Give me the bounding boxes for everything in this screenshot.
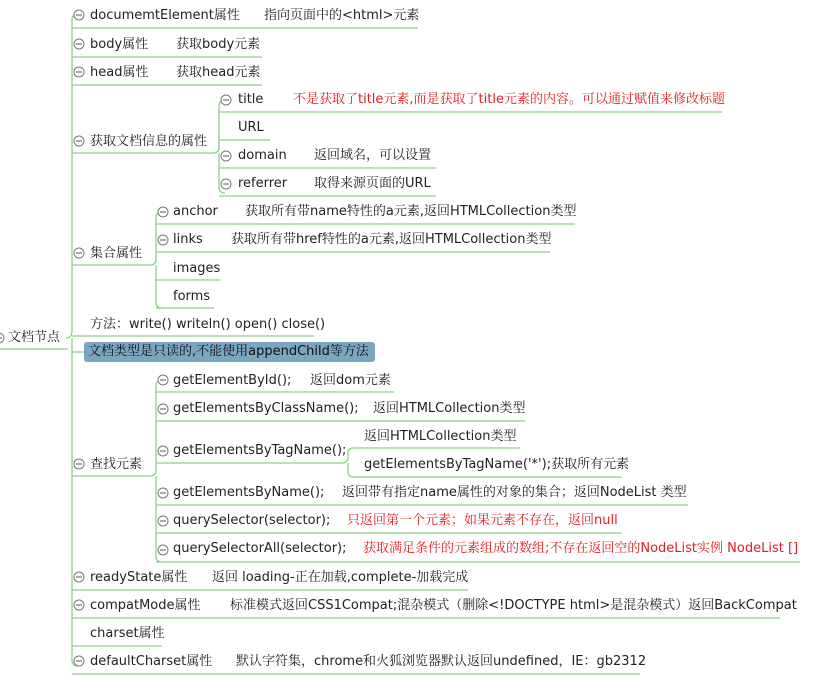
child-anchor[interactable]: anchor — [173, 204, 218, 219]
collapse-icon[interactable] — [73, 66, 85, 78]
child-getElementsByTagName[interactable]: getElementsByTagName(); — [173, 443, 347, 458]
sub-desc: getElementsByTagName('*');获取所有元素 — [364, 457, 630, 472]
child-getElementsByClassName[interactable]: getElementsByClassName(); — [173, 401, 359, 416]
node-name: documemtElement属性 — [90, 8, 240, 23]
child-getElementsByName[interactable]: getElementsByName(); — [173, 485, 325, 500]
collapse-icon[interactable] — [73, 458, 85, 470]
child-desc: 获取满足条件的元素组成的数组;不存在返回空的NodeList实例 NodeList [] — [363, 541, 799, 556]
collapse-icon[interactable] — [73, 9, 85, 21]
node-desc: 获取body元素 — [176, 37, 261, 52]
node-defaultCharset[interactable] — [90, 654, 212, 670]
collapse-icon[interactable] — [157, 544, 169, 556]
collapse-icon[interactable] — [73, 655, 85, 667]
child-desc: 返回dom元素 — [310, 373, 391, 388]
root-label: 文档节点 — [8, 330, 61, 345]
node-name: charset属性 — [90, 626, 165, 641]
node-head[interactable] — [90, 65, 148, 81]
node-name: defaultCharset属性 — [90, 654, 213, 669]
node-methods[interactable]: 方法：write() writeln() open() close() — [90, 317, 326, 332]
child-desc: 返回带有指定name属性的对象的集合；返回NodeList 类型 — [342, 485, 687, 500]
collapse-icon[interactable] — [157, 445, 169, 457]
collapse-icon[interactable] — [157, 403, 169, 415]
child-images[interactable]: images — [173, 261, 221, 276]
child-domain[interactable]: domain — [238, 148, 287, 163]
collapse-icon[interactable] — [157, 206, 169, 218]
node-readonly-highlight[interactable]: 文档类型是只读的,不能使用appendChild等方法 — [84, 342, 375, 362]
child-desc: 获取所有带href特性的a元素,返回HTMLCollection类型 — [231, 232, 552, 247]
child-desc: 取得来源页面的URL — [314, 176, 431, 191]
node-desc: 返回 loading-正在加载,complete-加载完成 — [212, 570, 469, 585]
collapse-icon[interactable] — [73, 599, 85, 611]
collapse-icon[interactable] — [220, 94, 232, 106]
collapse-icon[interactable] — [220, 150, 232, 162]
child-links[interactable]: links — [173, 232, 203, 247]
child-desc: 只返回第一个元素；如果元素不存在，返回null — [347, 513, 618, 528]
collapse-icon[interactable] — [73, 135, 85, 147]
node-name: 获取文档信息的属性 — [90, 134, 208, 149]
child-forms[interactable]: forms — [173, 289, 211, 304]
node-name: head属性 — [90, 65, 149, 80]
node-name: 集合属性 — [90, 246, 143, 261]
child-desc: 返回域名，可以设置 — [314, 148, 432, 163]
child-url[interactable]: URL — [238, 120, 264, 135]
node-compatMode[interactable] — [90, 598, 201, 614]
node-desc: 标准模式返回CSS1Compat;混杂模式（删除<!DOCTYPE html>是混杂模式）返回BackCompat — [230, 598, 797, 613]
node-name: body属性 — [90, 37, 149, 52]
node-name: readyState属性 — [90, 570, 188, 585]
node-find[interactable] — [90, 457, 142, 473]
child-desc: 获取所有带name特性的a元素,返回HTMLCollection类型 — [245, 204, 577, 219]
child-title[interactable]: title — [238, 92, 264, 107]
node-name: compatMode属性 — [90, 598, 201, 613]
collapse-icon[interactable] — [73, 38, 85, 50]
sub-desc: 返回HTMLCollection类型 — [364, 429, 517, 444]
node-collections[interactable] — [90, 246, 142, 262]
child-getElementById[interactable]: getElementById(); — [173, 373, 292, 388]
child-querySelectorAll[interactable]: querySelectorAll(selector); — [173, 541, 347, 556]
child-querySelector[interactable]: querySelector(selector); — [173, 513, 331, 528]
collapse-icon[interactable] — [73, 571, 85, 583]
collapse-icon[interactable] — [157, 487, 169, 499]
child-desc: 不是获取了title元素,而是获取了title元素的内容。可以通过赋值来修改标题 — [293, 92, 725, 107]
node-documentElement[interactable] — [90, 8, 240, 24]
node-desc: 指向页面中的<html>元素 — [264, 8, 420, 23]
node-docinfo[interactable] — [90, 134, 207, 150]
node-readyState[interactable] — [90, 570, 187, 586]
root-node — [0, 330, 60, 346]
collapse-icon[interactable] — [73, 247, 85, 259]
collapse-icon[interactable] — [157, 234, 169, 246]
node-charset[interactable] — [90, 626, 165, 642]
child-desc: 返回HTMLCollection类型 — [373, 401, 526, 416]
node-desc: 获取head元素 — [176, 65, 261, 80]
node-body[interactable] — [90, 37, 148, 53]
root-collapse-icon[interactable] — [0, 332, 5, 344]
child-referrer[interactable]: referrer — [238, 176, 288, 191]
node-desc: 默认字符集，chrome和火狐浏览器默认返回undefined，IE：gb2312 — [236, 654, 647, 669]
collapse-icon[interactable] — [157, 374, 169, 386]
node-name: 查找元素 — [90, 457, 143, 472]
collapse-icon[interactable] — [157, 515, 169, 527]
collapse-icon[interactable] — [220, 178, 232, 190]
